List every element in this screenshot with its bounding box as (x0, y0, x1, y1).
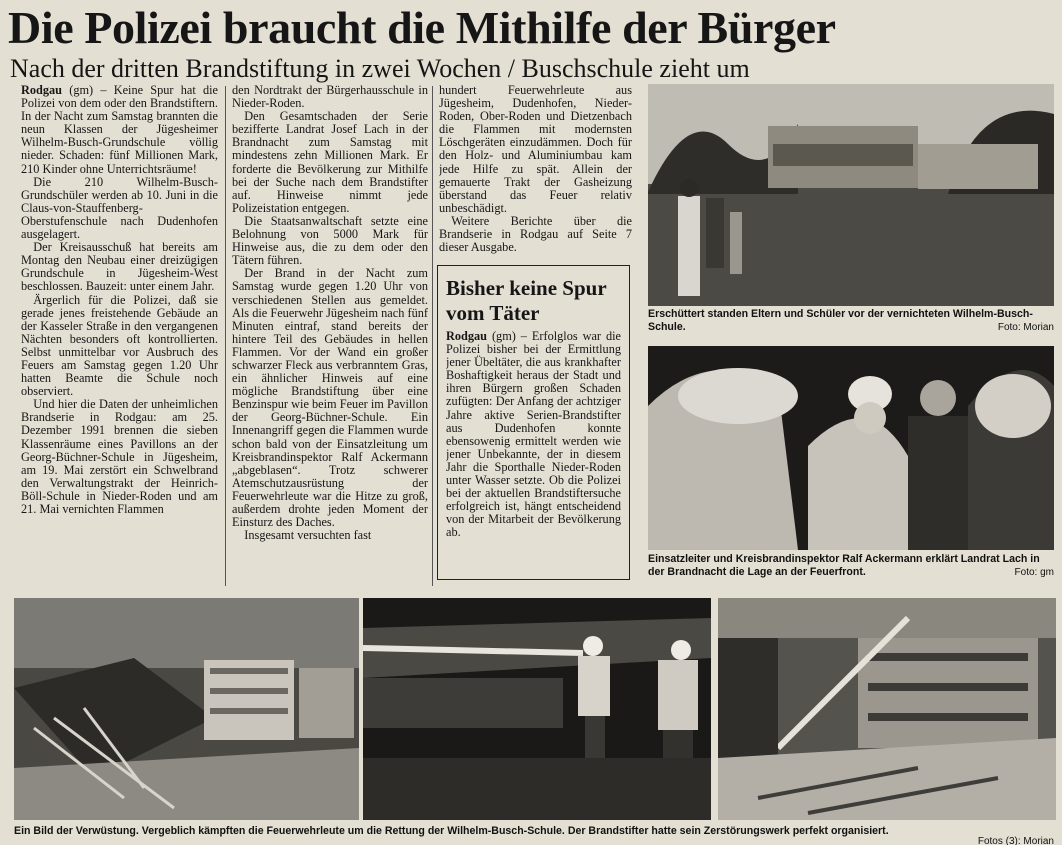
photo-burned-furniture (718, 598, 1056, 820)
photo-image (648, 346, 1054, 550)
photo-credit: Fotos (3): Morian (977, 836, 1054, 845)
subheadline: Nach der dritten Brandstiftung in zwei Wochen / Buschschule zieht um (10, 54, 750, 83)
caption-bottom: Ein Bild der Verwüstung. Vergeblich kämpften die Feuerwehrleute um die Rettung der Wilhelm-Busch-Schule. Der Brandstifter hatte sein Zerstörungswerk perfekt organisiert. (14, 825, 889, 837)
dateline: Rodgau (21, 84, 63, 97)
paragraph: Ärgerlich für die Polizei, daß sie gerade jenes freistehende Gebäude an der Kasseler Straße in den vergangenen Nächten besonders oft kontrollierten. Selbst unmittelbar vor Ausbruch des Feuers am Samstag gegen 1.20 Uhr hatten Beamte die Schule noch observiert. (21, 292, 218, 399)
paragraph: Den Gesamtschaden der Serie bezifferte Landrat Josef Lach in der Brandnacht zum Samstag mit mindestens zehn Millionen Mark. Er forderte die Bevölkerung zur Mithilfe bei der Suche nach dem Brandstifter auf. Hinweise nimmt jede Polizeistation entgegen. (232, 109, 428, 215)
paragraph: Die 210 Wilhelm-Busch-Grundschüler werden ab 10. Juni in die Claus-von-Stauffenberg-Oberstufenschule nach Dudenhofen ausgelagert. (21, 174, 218, 242)
paragraph: hundert Feuerwehrleute aus Jügesheim, Dudenhofen, Nieder-Roden, Ober-Roden und Dietzenbach die Flammen mit modernsten Löschgeräten einzudämmen. Doch für den Holz- und Aluminiumbau kam jede Hilfe zu spät. Allein der gemauerte Trakt der Gasheizung überstand das Feuer relativ unbeschädigt. (439, 84, 632, 215)
column-divider (432, 86, 433, 586)
paragraph (446, 330, 621, 540)
photo-credit: Foto: Morian (997, 322, 1054, 333)
paragraph: Der Brand in der Nacht zum Samstag wurde gegen 1.20 Uhr von verschiedenen Stellen aus gemeldet. Als die Feuerwehr Jügesheim nach fünf Minuten eintraf, stand bereits der hintere Teil des Gebäudes in hellen Flammen. Vor der Wand ein großer schwarzer Fleck aus verbranntem Gras, ein ähnlicher Hinweis auf eine mögliche Brandstiftung über eine Benzinspur wie beim Feuer im Pavillon der Georg-Büchner-Schule. Ein Innenangriff gegen die Flammen wurde schon bald von der Einsatzleitung um Kreisbrandinspektor Ralf Ackermann „abgeblasen“. Trotz schwerer Atemschutzausrüstung der Feuerwehrleute war die Hitze zu groß, außerdem drohte jeden Moment der Einsturz des Daches. (232, 266, 428, 530)
paragraph: Der Kreisausschuß hat bereits am Montag den Neubau einer dreizügigen Grundschule in Jügesheim-West beschlossen. Bauzeit: unter einem Jahr. (21, 240, 218, 294)
column-divider (225, 86, 226, 586)
photo-image (14, 598, 359, 820)
caption-middle-right: Einsatzleiter und Kreisbrandinspektor Ralf Ackermann erklärt Landrat Lach in der Brandnacht die Lage an der Feuerfront. (648, 553, 1040, 578)
paragraph: Insgesamt versuchten fast (244, 528, 372, 543)
photo-parents-at-school (648, 84, 1054, 306)
photo-image (363, 598, 711, 820)
article-lead (21, 84, 218, 176)
caption-top-right: Erschüttert standen Eltern und Schüler vor der vernichteten Wilhelm-Busch-Schule. (648, 308, 1033, 333)
paragraph: Keine Spur hat die Polizei von dem oder den Brandstiftern. In der Nacht zum Samstag brannten die neun Klassen der Jügesheimer Wilhelm-Busch-Grundschule völlig nieder. Schaden: fünf Millionen Mark, 210 Kinder ohne Unterrichtsräume! (21, 84, 218, 176)
photo-officials-at-fire (648, 346, 1054, 550)
photo-firefighters-hose (363, 598, 711, 820)
photo-image (648, 84, 1054, 306)
paragraph: den Nordtrakt der Bürgerhausschule in Nieder-Roden. (232, 84, 428, 111)
sidebar-text: Erfolglos war die Polizei bisher bei der Ermittlung jener Übeltäter, die aus krankhafter Boshaftigkeit heraus der Stadt und ihren Bürgern großen Schaden zufügten: Der Anfang der achtziger Jahre aktive Serien-Brandstifter aus Dudenhofen konnte ebensowenig ermittelt werden wie jener Unbekannte, der in diesem Jahr die Sporthalle Nieder-Roden unter Wasser setzte. Ob die Polizei bei der aktuellen Brandstiftersuche erfolgreich ist, hängt entscheidend von der Mitarbeit der Bevölkerung ab. (446, 330, 621, 540)
sidebar-body (446, 330, 621, 580)
article-column-2 (232, 84, 428, 594)
agency-tag: (gm) – (487, 330, 532, 343)
article-column-3 (439, 84, 632, 256)
paragraph: Die Staatsanwaltschaft setzte eine Belohnung von 5000 Mark für Hinweise aus, die zu dem oder den Tätern führen. (232, 213, 428, 268)
sidebar-box (437, 265, 630, 580)
agency-tag: (gm) – (62, 84, 114, 97)
photo-ruined-classroom (14, 598, 359, 820)
dateline: Rodgau (446, 330, 488, 343)
photo-credit: Foto: gm (1014, 567, 1054, 578)
headline: Die Polizei braucht die Mithilfe der Bürger (8, 2, 836, 53)
sidebar-title: Bisher keine Spur vom Täter (446, 276, 607, 325)
paragraph: Und hier die Daten der unheimlichen Brandserie in Rodgau: am 25. Dezember 1991 brennen die sieben Klassenräume eines Pavillons an der Georg-Büchner-Schule in Jügesheim, am 19. Mai zerstört ein Schwelbrand den Verwaltungstrakt der Heinrich-Böll-Schule in Nieder-Roden und am 21. Mai vernichten Flammen (21, 397, 218, 516)
article-column-1 (21, 84, 218, 594)
photo-image (718, 598, 1056, 820)
paragraph: Weitere Berichte über die Brandserie in Rodgau auf Seite 7 dieser Ausgabe. (439, 213, 632, 255)
